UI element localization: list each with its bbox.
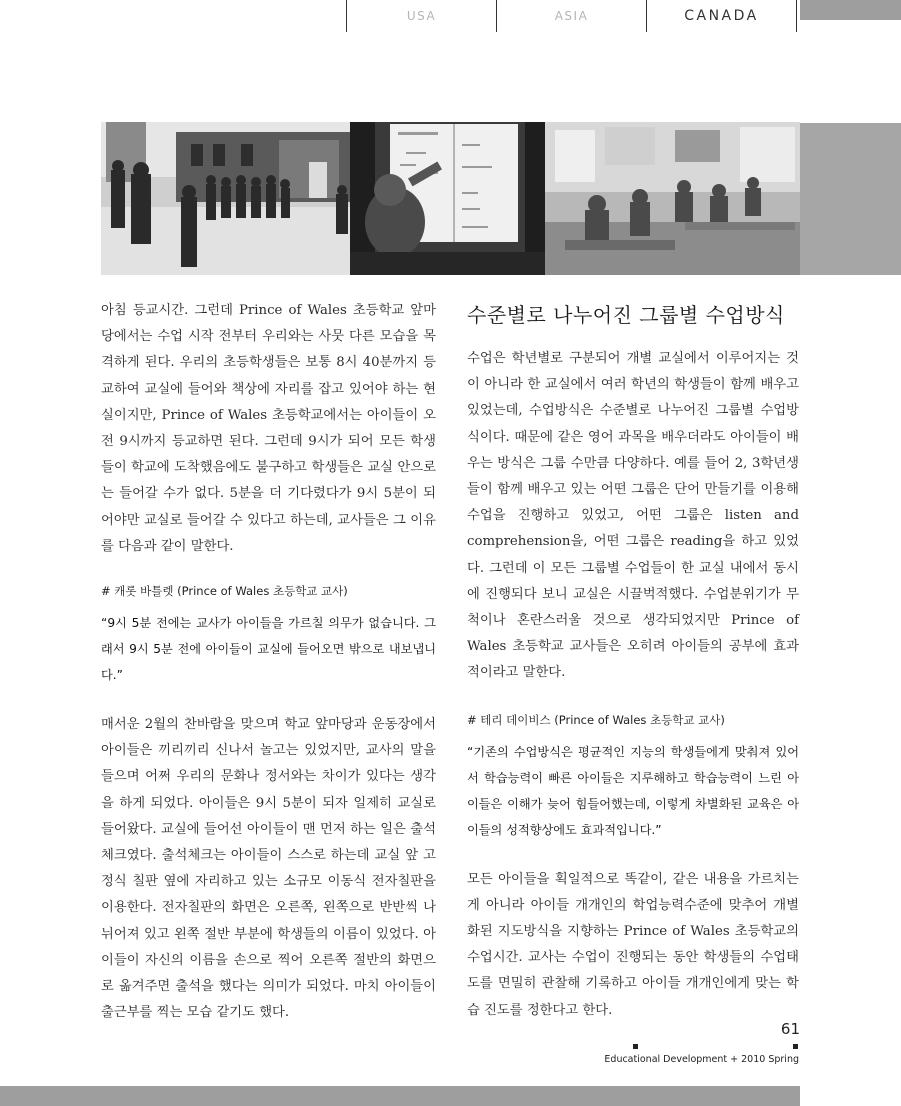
corner-decor-bar: [800, 0, 901, 20]
smartboard-photo: [350, 122, 545, 275]
intro-paragraph: 아침 등교시간. 그런데 Prince of Wales 초등학교 앞마당에서는 수업 시작 전부터 우리와는 사뭇 다른 모습을 목격하게 된다. 우리의 초등학생들은 보통 8시 40분까지 등교하여 교실에 들어와 책상에 자리를 잡고 있어야 하는 현실이지만, Prince of Wales 초등학교에서는 아이들이 오전 9시까지 등교하면 된다. 그런데 9시가 되어 모든 학생들이 학교에 도착했음에도 불구하고 학생들은 교실 안으로는 들어갈 수가 없다. 5분을 더 기다렸다가 9시 5분이 되어야만 교실로 들어갈 수 있다고 하는데, 교사들은 그 이유를 다음과 같이 말한다.: [101, 303, 436, 554]
tab-usa[interactable]: USA: [346, 0, 496, 32]
group-class-paragraph: 수업은 학년별로 구분되어 개별 교실에서 이루어지는 것이 아니라 한 교실에서 여러 학년의 학생들이 함께 배우고 있었는데, 수업방식은 수준별로 나누어진 그룹별 수업방식이다. 때문에 같은 영어 과목을 배우더라도 아이들이 배우는 방식은 그룹 수만큼 다양하다. 예를 들어 2, 3학년생들이 함께 배우고 있는 어떤 그룹은 단어 만들기를 이용해 수업을 진행하고 있었고, 어떤 그룹은 listen and comprehension을, 어떤 그룹은 reading을 하고 있었다. 그런데 이 모든 그룹별 수업들이 한 교실 내에서 동시에 진행되다 보니 교실은 시끌벅적했다. 수업분위기가 무척이나 혼란스러울 것으로 생각되었지만 Prince of Wales 초등학교 교사들은 오히려 아이들의 공부에 효과적이라고 말한다.: [467, 351, 799, 681]
section-heading: 수준별로 나누어진 그룹별 수업방식: [467, 303, 785, 327]
tab-canada[interactable]: CANADA: [646, 0, 796, 32]
photo-strip: [101, 122, 800, 275]
classroom-photo: [545, 122, 800, 275]
teacher-quote-2: [467, 711, 799, 843]
attendance-paragraph: 매서운 2월의 찬바람을 맞으며 학교 앞마당과 운동장에서 아이들은 끼리끼리 신나서 놀고는 있었지만, 교사의 말을 들으며 어쩌 우리의 문화나 정서와는 차이가 있다는 생각을 하게 되었다. 아이들은 9시 5분이 되자 일제히 교실로 들어왔다. 교실에 들어선 아이들이 맨 먼저 하는 일은 출석체크였다. 출석체크는 아이들이 스스로 하는데 교실 앞 고정식 칠판 옆에 자리하고 있는 소규모 이동식 전자칠판을 이용한다. 전자칠판의 화면은 오른쪽, 왼쪽으로 반반씩 나뉘어져 있고 왼쪽 절반 부분에 학생들의 이름이 있었다. 아이들이 자신의 이름을 손으로 찍어 오른쪽 절반의 화면으로 옮겨주면 출석을 했다는 의미가 되었다. 마치 아이들이 출근부를 찍는 모습 같기도 했다.: [101, 717, 436, 1021]
schoolyard-photo: [101, 122, 350, 275]
quote-attribution: # 테리 데이비스 (Prince of Wales 초등학교 교사): [467, 712, 725, 727]
individualized-paragraph: 모든 아이들을 획일적으로 똑같이, 같은 내용을 가르치는 게 아니라 아이들 개개인의 학업능력수준에 맞추어 개별화된 지도방식을 지향하는 Prince of Wales 초등학교의 수업시간. 교사는 수업이 진행되는 동안 학생들의 수업태도를 면밀히 관찰해 기록하고 아이들 개개인에게 맞는 학습 진도를 정한다고 한다.: [467, 871, 799, 1018]
teacher-quote-1: [101, 582, 436, 688]
publication-info: Educational Development + 2010 Spring: [604, 1054, 799, 1065]
quote-text: “9시 5분 전에는 교사가 아이들을 가르칠 의무가 없습니다. 그래서 9시 5분 전에 아이들이 교실에 들어오면 밖으로 내보냅니다.”: [101, 616, 436, 683]
top-nav: [346, 0, 797, 32]
nav-divider: [796, 0, 797, 32]
quote-text: “기존의 수업방식은 평균적인 지능의 학생들에게 맞춰져 있어서 학습능력이 빠른 아이들은 지루해하고 학습능력이 느린 아이들은 이해가 늦어 힘들어했는데, 이렇게 차별화된 교육은 아이들의 성적향상에도 효과적입니다.”: [467, 744, 799, 837]
right-column: [467, 298, 799, 1024]
footer-square-left: [633, 1044, 638, 1049]
quote-attribution: # 캐롯 바틀렛 (Prince of Wales 초등학교 교사): [101, 584, 348, 599]
left-column: [101, 298, 436, 1026]
side-decor-bar: [800, 123, 901, 275]
tab-asia[interactable]: ASIA: [496, 0, 646, 32]
footer-square-right: [793, 1044, 798, 1049]
bottom-decor-bar: [0, 1086, 800, 1106]
page-number: 61: [780, 1020, 800, 1038]
